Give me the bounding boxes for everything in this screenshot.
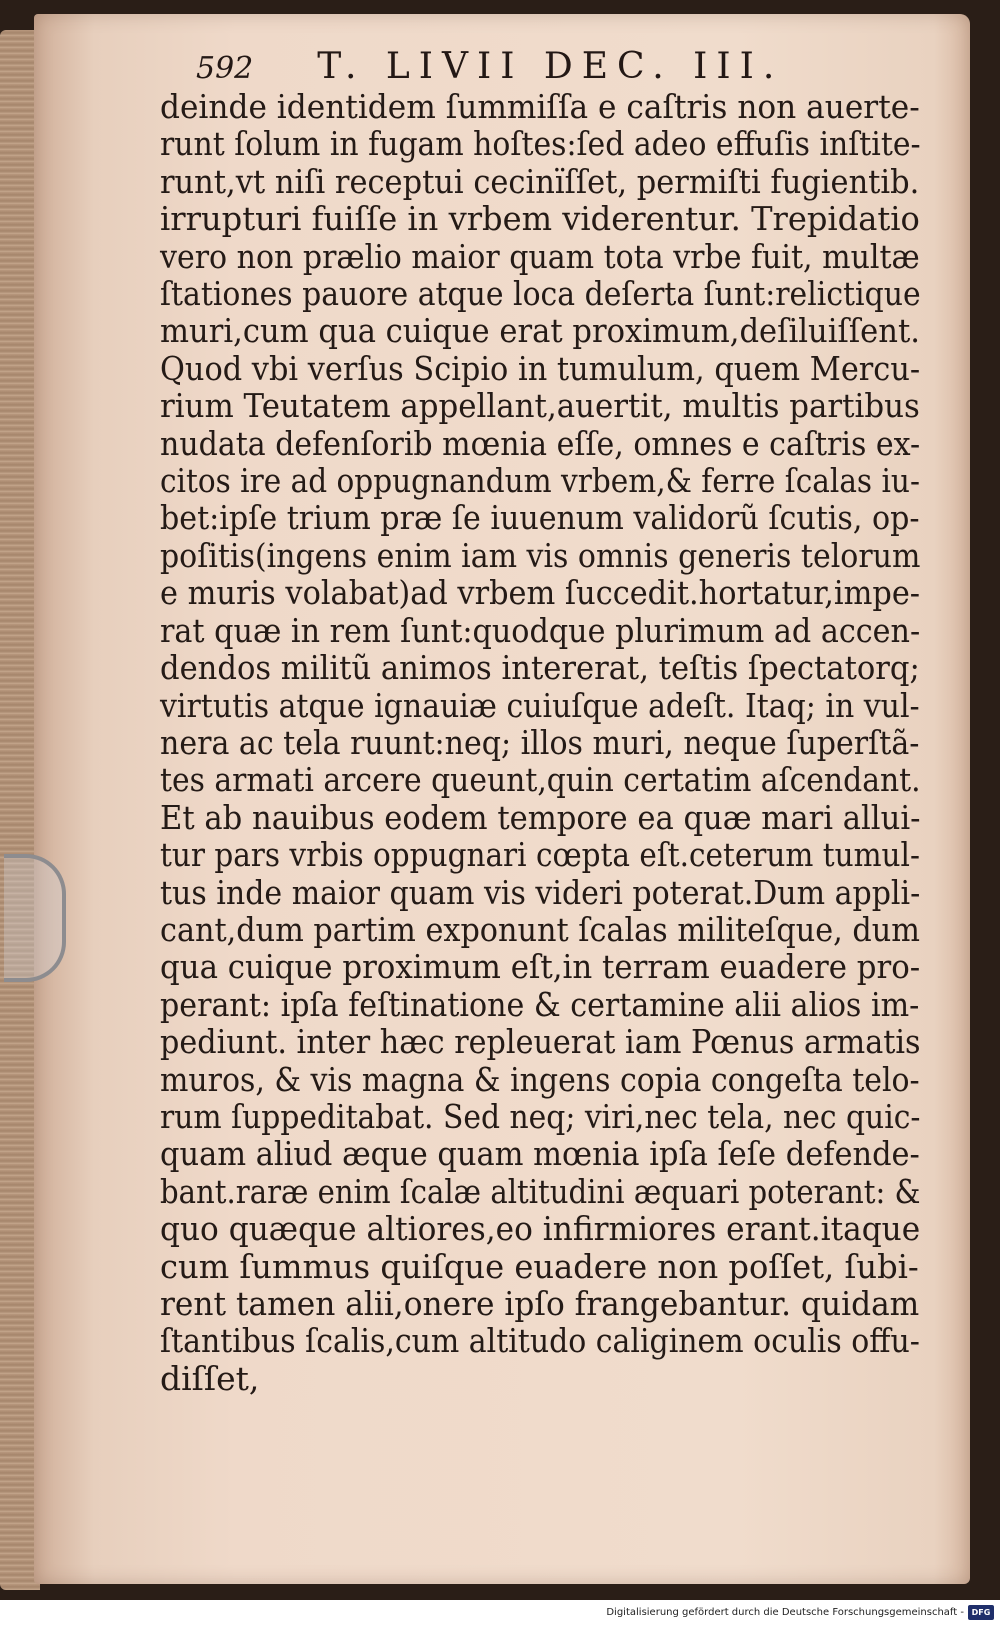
text-line: muri,cum qua cuique erat proximum,deſiluiſſent.	[160, 311, 920, 351]
text-line: quo quæque altiores,eo infirmiores erant.itaque	[160, 1209, 921, 1249]
text-line: Quod vbi verſus Scipio in tumulum, quem Mercu-	[160, 348, 921, 388]
text-line: rum ſuppeditabat. Sed neq; viri,nec tela, nec quic-	[160, 1096, 921, 1136]
page-clip	[4, 854, 66, 982]
text-line: deinde identidem ſummiſſa e caſtris non auerte-	[160, 87, 920, 126]
text-line: muros, & vis magna & ingens copia congeſta telo-	[160, 1059, 920, 1099]
text-line: quam aliud æque quam mœnia ipſa ſeſe defende-	[160, 1134, 920, 1174]
text-line: ſtantibus ſcalis,cum altitudo caliginem oculis offu-	[160, 1321, 920, 1361]
text-line: nudata defenſorib mœnia eſſe, omnes e caſtris ex-	[160, 423, 921, 463]
text-line: poſitis(ingens enim iam vis omnis generis telorum	[160, 535, 921, 575]
text-line: virtutis atque ignauiæ cuiuſque adeſt. Itaq; in vul-	[160, 685, 920, 725]
text-line: rat quæ in rem ſunt:quodque plurimum ad accen-	[160, 610, 921, 650]
text-line: rent tamen alii,onere ipſo frangebantur. quidam	[160, 1284, 920, 1323]
text-line: tur pars vrbis oppugnari cœpta eſt.ceterum tumul-	[160, 835, 920, 875]
text-line: Et ab nauibus eodem tempore ea quæ mari allui-	[160, 797, 921, 837]
text-line: pediunt. inter hæc repleuerat iam Pœnus armatis	[160, 1022, 921, 1062]
text-line: citos ire ad oppugnandum vrbem,& ferre ſcalas iu-	[160, 461, 920, 501]
text-line: tes armati arcere queunt,quin certatim aſcendant.	[160, 760, 921, 800]
text-line: cum ſummus quiſque euadere non poſſet, ſubi-	[160, 1246, 919, 1286]
footer-bar	[0, 1600, 1000, 1628]
text-line: diſſet,	[160, 1358, 260, 1398]
page-number: 592	[196, 51, 254, 86]
running-head-title: T. LIVII DEC. III.	[317, 46, 784, 87]
text-line: ſtationes pauore atque loca deſerta ſunt:relictique	[160, 274, 921, 314]
text-line: cant,dum partim exponunt ſcalas militeſque, dum	[160, 909, 920, 949]
text-line: nera ac tela ruunt:neq; illos muri, neque ſuperſtã-	[160, 722, 920, 762]
text-line: rium Teutatem appellant,auertit, multis partibus	[160, 386, 920, 426]
footer-credit: Digitalisierung gefördert durch die Deutsche Forschungsgemeinschaft -	[606, 1607, 964, 1618]
body-text	[160, 88, 940, 1397]
text-line: e muris volabat)ad vrbem ſuccedit.hortatur,impe-	[160, 573, 921, 613]
text-line: runt,vt niſi receptui cecinïſſet, permiſti fugientib.	[160, 161, 920, 201]
text-line: perant: ipſa feſtinatione & certamine alii alios im-	[160, 984, 920, 1024]
text-line: dendos militũ animos intererat, teſtis ſpectatorq;	[160, 648, 920, 688]
text-line: bant.raræ enim ſcalæ altitudini æquari poterant: &	[160, 1171, 921, 1211]
text-line: bet:ipſe trium præ ſe iuuenum validorũ ſcutis, op-	[160, 498, 920, 538]
text-line: qua cuique proximum eſt,in terram euadere pro-	[160, 947, 921, 987]
text-line: runt ſolum in fugam hoſtes:ſed adeo effuſis inſtite-	[160, 124, 921, 164]
running-head	[196, 46, 846, 90]
text-line: irrupturi fuiſſe in vrbem viderentur. Trepidatio	[160, 199, 920, 239]
dfg-logo: DFG	[968, 1605, 994, 1620]
text-line: vero non prælio maior quam tota vrbe fuit, multæ	[160, 236, 920, 276]
text-line: tus inde maior quam vis videri poterat.Dum appli-	[160, 872, 921, 912]
